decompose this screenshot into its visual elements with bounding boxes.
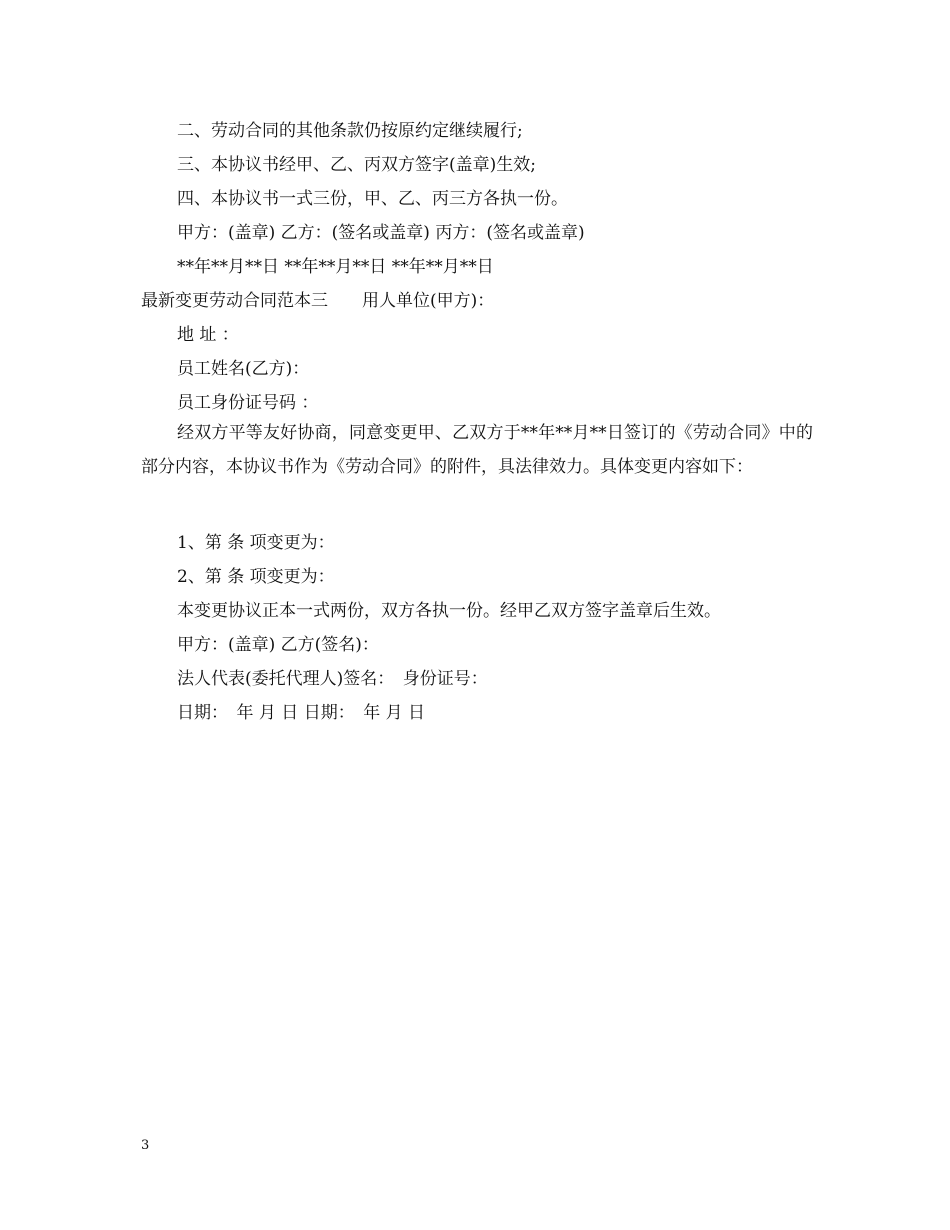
page-number: 3: [141, 1138, 150, 1153]
clause-4: 四、本协议书一式三份，甲、乙、丙三方各执一份。: [177, 189, 568, 209]
effectiveness-clause: 本变更协议正本一式两份，双方各执一份。经甲乙双方签字盖章后生效。: [177, 601, 721, 621]
signature-dates-2: 日期： 年 月 日 日期： 年 月 日: [177, 703, 426, 723]
agreement-paragraph: 经双方平等友好协商，同意变更甲、乙双方于**年**月**日签订的《劳动合同》中的部分内容，本协议书作为《劳动合同》的附件，具法律效力。具体变更内容如下：: [141, 423, 813, 477]
clause-2: 二、劳动合同的其他条款仍按原约定继续履行;: [177, 121, 523, 141]
representative-signature: 法人代表(委托代理人)签名： 身份证号：: [177, 669, 488, 689]
signature-dates: **年**月**日 **年**月**日 **年**月**日: [177, 257, 494, 277]
address-field: 地 址 ：: [177, 325, 239, 345]
change-item-2: 2、第 条 项变更为：: [177, 567, 335, 587]
employee-id-field: 员工身份证号码 ：: [177, 393, 319, 413]
signature-parties-2: 甲方：(盖章) 乙方(签名)：: [177, 635, 379, 655]
change-item-1: 1、第 条 项变更为：: [177, 533, 335, 553]
employee-name-field: 员工姓名(乙方)：: [177, 359, 310, 379]
section-heading: 最新变更劳动合同范本三 用人单位(甲方)：: [141, 291, 495, 311]
clause-3: 三、本协议书经甲、乙、丙双方签字(盖章)生效;: [177, 155, 536, 175]
signature-parties: 甲方：(盖章) 乙方：(签名或盖章) 丙方：(签名或盖章): [177, 223, 585, 243]
